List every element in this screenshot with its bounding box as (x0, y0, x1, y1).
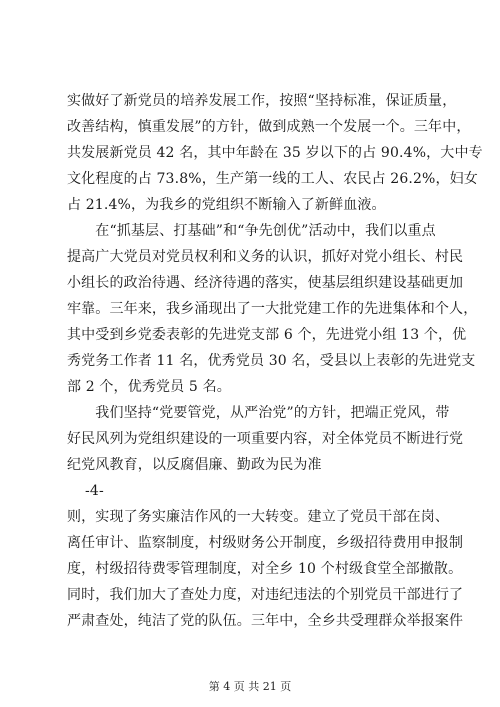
text-line: 纪党风教育，以反腐倡廉、勤政为民为准 (67, 457, 322, 473)
page-number-label: 第 4 页 共 21 页 (208, 680, 292, 693)
text-line: 改善结构，慎重发展”的方针，做到成熟一个发展一个。三年中， (67, 119, 471, 135)
text-line: 我们坚持“党要管党，从严治党”的方针，把端正党风，带 (67, 405, 450, 421)
text-line: 离任审计、监察制度，村级财务公开制度，乡级招待费用申报制 (67, 535, 464, 551)
text-line: 在“抓基层、打基础”和“争先创优”活动中，我们以重点 (67, 223, 436, 239)
text-line: 牢靠。三年来，我乡涌现出了一大批党建工作的先进集体和个人， (67, 301, 478, 317)
text-line: 度，村级招待费零管理制度，对全乡 10 个村级食堂全部撤散。 (67, 561, 463, 577)
text-line: 文化程度的占 73.8%，生产第一线的工人、农民占 26.2%，妇女 (67, 171, 478, 187)
text-line: 其中受到乡党委表彰的先进党支部 6 个，先进党小组 13 个，优 (67, 327, 467, 343)
inline-page-marker: -4- (85, 483, 104, 499)
text-line: 部 2 个，优秀党员 5 名。 (67, 379, 231, 395)
text-line: 严肃查处，纯洁了党的队伍。三年中，全乡共受理群众举报案件 (67, 613, 464, 629)
text-line: 占 21.4%，为我乡的党组织不断输入了新鲜血液。 (67, 197, 386, 213)
page-footer (0, 678, 500, 694)
text-line: 秀党务工作者 11 名，优秀党员 30 名，受县以上表彰的先进党支 (67, 353, 476, 369)
text-line: 提高广大党员对党员权利和义务的认识，抓好对党小组长、村民 (67, 249, 464, 265)
text-line: 则，实现了务实廉洁作风的一大转变。建立了党员干部在岗、 (67, 509, 450, 525)
text-line: 共发展新党员 42 名，其中年龄在 35 岁以下的占 90.4%，大中专 (67, 145, 483, 161)
document-body (67, 88, 483, 634)
text-line: 小组长的政治待遇、经济待遇的落实，使基层组织建设基础更加 (67, 275, 464, 291)
text-line: 实做好了新党员的培养发展工作，按照“坚持标准，保证质量， (67, 93, 457, 109)
text-line: 好民风列为党组织建设的一项重要内容，对全体党员不断进行党 (67, 431, 464, 447)
text-line: 同时，我们加大了查处力度，对违纪违法的个别党员干部进行了 (67, 587, 464, 603)
